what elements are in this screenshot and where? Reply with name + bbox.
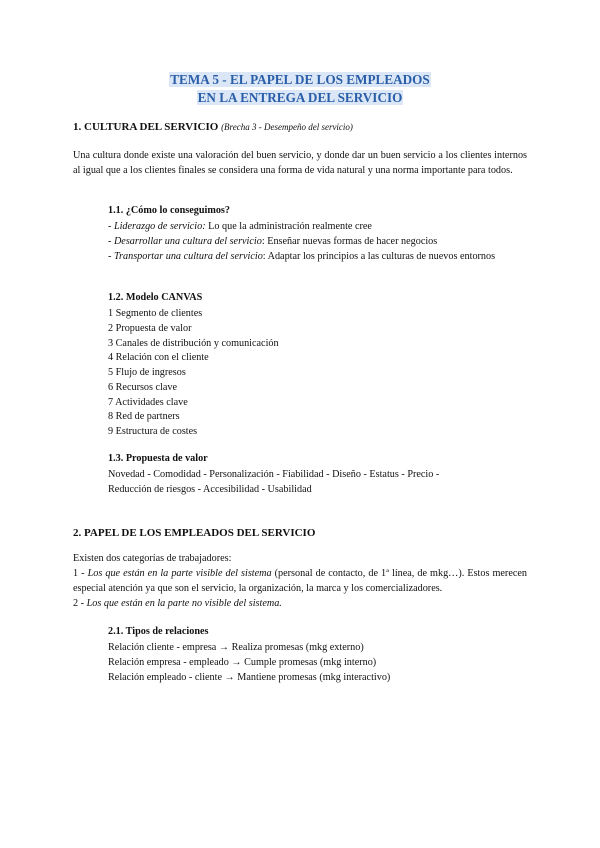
- value-proposition-line: Reducción de riesgos - Accesibilidad - Usabilidad: [108, 484, 312, 495]
- worker-category-1: 1 - Los que están en la parte visible del sistema (personal de contacto, de 1ª línea, de mkg…). Estos merecen especial atención ya que son el servicio, la organización, la marca y los comercializadores.: [73, 568, 527, 594]
- list-item: 3 Canales de distribución y comunicación: [108, 338, 279, 349]
- list-item: 1 Segmento de clientes: [108, 308, 203, 319]
- section-1-heading: 1. CULTURA DEL SERVICIO (Brecha 3 - Desempeño del servicio): [73, 121, 353, 133]
- list-item: - Transportar una cultura del servicio: Adaptar los principios a las culturas de nuevos entornos: [108, 251, 496, 262]
- subsection-1-1-heading: 1.1. ¿Cómo lo conseguimos?: [108, 205, 230, 216]
- value-proposition-line: Novedad - Comodidad - Personalización - Fiabilidad - Diseño - Estatus - Precio -: [108, 469, 440, 480]
- list-item: 5 Flujo de ingresos: [108, 367, 186, 378]
- list-item: 9 Estructura de costes: [108, 426, 198, 437]
- section-2-heading: 2. PAPEL DE LOS EMPLEADOS DEL SERVICIO: [73, 527, 316, 539]
- list-item: 2 Propuesta de valor: [108, 323, 192, 334]
- list-item: Relación empleado - cliente → Mantiene promesas (mkg interactivo): [108, 672, 391, 683]
- section-1-paragraph: Una cultura donde existe una valoración del buen servicio, y donde dar un buen servicio a los clientes internos al igual que a los clientes finales se considera una forma de vida natural y una norma importante para todos.: [73, 150, 527, 176]
- subsection-2-1-heading: 2.1. Tipos de relaciones: [108, 626, 209, 637]
- list-item: - Liderazgo de servicio: Lo que la administración realmente cree: [108, 221, 372, 232]
- list-item: Relación empresa - empleado → Cumple promesas (mkg interno): [108, 657, 377, 668]
- worker-category-2: 2 - Los que están en la parte no visible del sistema.: [73, 598, 282, 609]
- list-item: 7 Actividades clave: [108, 397, 188, 408]
- list-item: - Desarrollar una cultura del servicio: Enseñar nuevas formas de hacer negocios: [108, 236, 438, 247]
- subsection-1-2-heading: 1.2. Modelo CANVAS: [108, 292, 203, 303]
- document-title-line-2: EN LA ENTREGA DEL SERVICIO: [197, 90, 403, 105]
- section-1-subheading: (Brecha 3 - Desempeño del servicio): [221, 122, 353, 132]
- list-item: 8 Red de partners: [108, 411, 180, 422]
- section-2-intro: Existen dos categorías de trabajadores:: [73, 553, 232, 564]
- list-item: Relación cliente - empresa → Realiza promesas (mkg externo): [108, 642, 364, 653]
- list-item: 4 Relación con el cliente: [108, 352, 209, 363]
- document-title-line-1: TEMA 5 - EL PAPEL DE LOS EMPLEADOS: [170, 72, 430, 87]
- list-item: 6 Recursos clave: [108, 382, 178, 393]
- subsection-1-3-heading: 1.3. Propuesta de valor: [108, 453, 208, 464]
